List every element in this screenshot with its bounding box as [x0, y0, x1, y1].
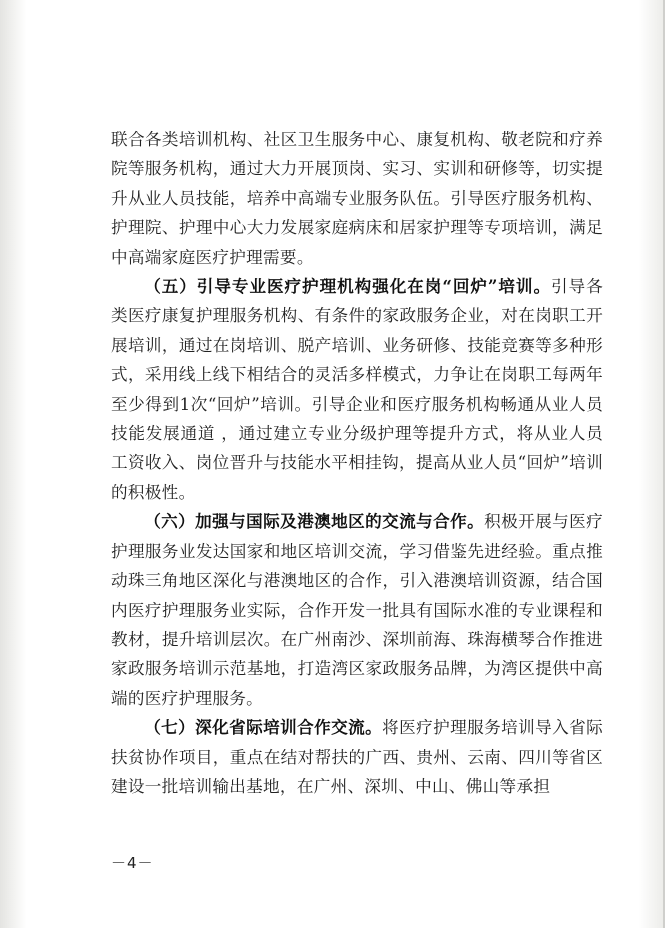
paragraph-text: 将医疗护理服务培训导入省际扶贫协作项目，重点在结对帮扶的广西、贵州、云南、四川等省区建设一批培训输出基地，在广州、深圳、中山、佛山等承担: [111, 718, 603, 796]
section-heading: （五）引导专业医疗护理机构强化在岗“回炉”培训。: [144, 276, 552, 297]
page-number: －4－: [111, 854, 154, 872]
document-body: [111, 125, 603, 801]
section-heading: （七）深化省际培训合作交流。: [144, 717, 383, 738]
paragraph-text: 引导各类医疗康复护理服务机构、有条件的家政服务企业，对在岗职工开展培训，通过在岗培训、脱产培训、业务研修、技能竞赛等多种形式，采用线上线下相结合的灵活多样模式，力争让在岗职工每两年至少得到1次“回炉”培训。引导企业和医疗服务机构畅通从业人员技能发展通道 ，通过建立专业分级护理等提升方式，将从业人员工资收入、岗位晋升与技能水平相挂钩，提高从业人员“回炉”培训的积极性。: [111, 277, 603, 502]
paragraph-section-5: [111, 272, 603, 507]
section-heading: （六）加强与国际及港澳地区的交流与合作。: [144, 511, 485, 532]
paragraph-text: 积极开展与医疗护理服务业发达国家和地区培训交流，学习借鉴先进经验。重点推动珠三角地区深化与港澳地区的合作，引入港澳培训资源，结合国内医疗护理服务业实际，合作开发一批具有国际水准的专业课程和教材，提升培训层次。在广州南沙、深圳前海、珠海横琴合作推进家政服务培训示范基地，打造湾区家政服务品牌，为湾区提供中高端的医疗护理服务。: [111, 512, 603, 708]
paragraph-section-6: [111, 507, 603, 713]
paragraph-continued: [111, 125, 603, 272]
paragraph-section-7: [111, 713, 603, 801]
paragraph-text: 联合各类培训机构、社区卫生服务中心、康复机构、敬老院和疗养院等服务机构，通过大力开展顶岗、实习、实训和研修等，切实提升从业人员技能，培养中高端专业服务队伍。引导医疗服务机构、护理院、护理中心大力发展家庭病床和居家护理等专项培训，满足中高端家庭医疗护理需要。: [111, 130, 603, 267]
